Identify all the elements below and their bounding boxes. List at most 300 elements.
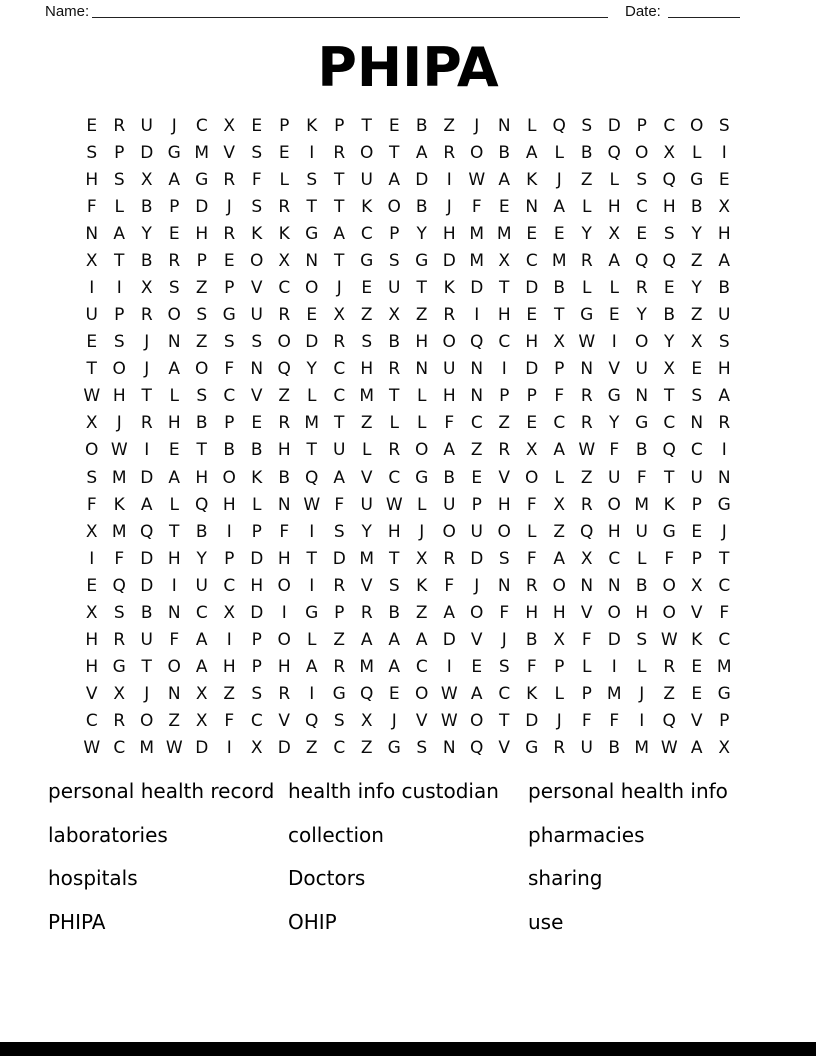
grid-cell: U (635, 521, 648, 542)
grid-cell: K (251, 223, 263, 244)
grid-cell: K (278, 223, 290, 244)
grid-cell: R (333, 332, 346, 353)
grid-cell: I (89, 548, 95, 569)
grid-cell: X (250, 738, 263, 759)
grid-cell: Q (580, 521, 594, 542)
grid-cell: L (389, 413, 399, 434)
grid-cell: S (113, 602, 125, 623)
grid-cell: R (140, 305, 153, 326)
grid-cell: J (639, 684, 645, 705)
grid-cell: D (140, 575, 154, 596)
grid-cell: B (525, 630, 538, 651)
grid-cell: R (635, 278, 648, 298)
grid-cell: J (226, 196, 232, 217)
grid-cell: R (580, 386, 593, 407)
grid-cell: D (277, 738, 291, 759)
grid-cell: T (389, 548, 400, 569)
grid-cell: T (169, 521, 180, 542)
grid-cell: W (440, 711, 458, 732)
grid-cell: R (278, 305, 291, 326)
grid-cell: N (635, 386, 649, 407)
grid-cell: E (278, 142, 290, 163)
grid-cell: I (116, 278, 122, 298)
grid-cell: U (690, 467, 703, 488)
grid-cell: J (556, 711, 562, 732)
grid-cell: E (471, 657, 483, 678)
grid-cell: L (169, 386, 179, 407)
grid-cell: Y (361, 521, 372, 542)
puzzle-title: PHIPA (317, 36, 499, 99)
grid-cell: L (582, 278, 592, 298)
grid-cell: V (360, 467, 373, 488)
grid-cell: H (442, 386, 456, 407)
grid-cell: E (498, 196, 510, 217)
grid-cell: I (446, 657, 452, 678)
grid-cell: S (691, 386, 703, 407)
grid-cell: I (446, 169, 452, 190)
grid-cell: W (83, 386, 101, 407)
grid-cell: X (278, 250, 291, 271)
grid-cell: H (85, 630, 99, 651)
grid-cell: A (718, 250, 731, 271)
grid-cell: K (113, 494, 125, 515)
grid-cell: M (634, 738, 650, 759)
grid-cell: M (111, 467, 127, 488)
grid-cell: S (223, 332, 235, 353)
grid-cell: C (498, 684, 511, 705)
grid-cell: G (112, 657, 126, 678)
grid-cell: Z (580, 169, 593, 190)
grid-cell: T (334, 413, 345, 434)
grid-cell: I (611, 657, 617, 678)
grid-cell: R (388, 359, 401, 380)
grid-cell: H (662, 196, 676, 217)
grid-cell: V (498, 738, 511, 759)
grid-cell: X (690, 332, 703, 353)
grid-cell: H (167, 413, 181, 434)
grid-cell: G (690, 169, 704, 190)
grid-cell: X (195, 684, 208, 705)
grid-cell: X (690, 575, 703, 596)
grid-cell: Y (664, 332, 675, 353)
word-list-item: laboratories (48, 822, 168, 847)
grid-cell: L (609, 278, 619, 298)
grid-cell: B (250, 440, 263, 461)
grid-cell: R (443, 305, 456, 326)
grid-cell: L (637, 657, 647, 678)
grid-cell: G (525, 738, 539, 759)
grid-cell: E (168, 440, 180, 461)
grid-cell: S (196, 305, 208, 326)
grid-cell: Z (333, 630, 346, 651)
grid-cell: C (113, 738, 126, 759)
grid-cell: P (196, 250, 207, 271)
grid-cell: S (196, 386, 208, 407)
grid-cell: Q (277, 359, 291, 380)
grid-cell: O (167, 305, 181, 326)
grid-cell: P (114, 142, 125, 163)
grid-cell: D (140, 142, 154, 163)
grid-cell: T (361, 115, 372, 136)
grid-cell: I (721, 440, 727, 461)
grid-cell: Q (607, 142, 621, 163)
grid-cell: P (526, 386, 537, 407)
grid-cell: M (716, 657, 732, 678)
grid-cell: P (636, 115, 647, 136)
grid-cell: A (443, 602, 456, 623)
grid-cell: W (468, 169, 486, 190)
grid-cell: M (469, 223, 485, 244)
grid-cell: A (553, 548, 566, 569)
grid-cell: C (195, 602, 208, 623)
grid-cell: G (580, 305, 594, 326)
grid-cell: P (691, 548, 702, 569)
grid-cell: S (581, 115, 593, 136)
grid-cell: D (442, 250, 456, 271)
grid-cell: O (470, 142, 484, 163)
grid-cell: L (609, 169, 619, 190)
grid-cell: D (140, 467, 154, 488)
grid-cell: F (526, 494, 537, 515)
grid-cell: T (499, 711, 510, 732)
grid-cell: F (664, 548, 675, 569)
grid-cell: F (251, 169, 262, 190)
grid-cell: F (499, 602, 510, 623)
grid-cell: D (250, 602, 264, 623)
grid-cell: W (303, 494, 321, 515)
grid-cell: H (415, 332, 429, 353)
grid-cell: P (251, 657, 262, 678)
grid-cell: Z (278, 386, 291, 407)
grid-cell: X (113, 684, 126, 705)
grid-cell: F (334, 494, 345, 515)
grid-cell: C (278, 278, 291, 298)
grid-cell: R (360, 602, 373, 623)
grid-cell: A (388, 630, 401, 651)
grid-cell: S (663, 223, 675, 244)
grid-cell: I (309, 142, 315, 163)
bottom-bar (0, 1042, 816, 1056)
grid-cell: B (388, 602, 401, 623)
grid-cell: C (470, 413, 483, 434)
grid-cell: J (171, 115, 177, 136)
grid-cell: B (415, 115, 428, 136)
grid-cell: C (663, 413, 676, 434)
grid-cell: V (85, 684, 98, 705)
grid-cell: C (663, 115, 676, 136)
grid-cell: R (223, 223, 236, 244)
grid-cell: A (360, 630, 373, 651)
grid-cell: F (114, 548, 125, 569)
grid-cell: C (553, 413, 566, 434)
grid-cell: K (416, 575, 428, 596)
grid-cell: B (388, 332, 401, 353)
grid-cell: Z (690, 250, 703, 271)
grid-cell: U (85, 305, 98, 326)
grid-cell: J (116, 413, 122, 434)
grid-cell: V (223, 142, 236, 163)
grid-cell: L (582, 657, 592, 678)
grid-cell: M (469, 250, 485, 271)
grid-cell: L (417, 494, 427, 515)
word-list-item: personal health record (48, 779, 275, 803)
grid-cell: Z (195, 278, 208, 298)
grid-cell: H (85, 657, 99, 678)
grid-cell: W (660, 738, 678, 759)
grid-cell: A (470, 684, 483, 705)
grid-cell: X (580, 548, 593, 569)
word-list-item: hospitals (48, 866, 138, 890)
grid-cell: X (718, 738, 731, 759)
grid-cell: E (223, 250, 235, 271)
grid-cell: P (334, 115, 345, 136)
grid-cell: H (717, 359, 731, 380)
grid-cell: O (442, 521, 456, 542)
grid-cell: E (691, 521, 703, 542)
grid-cell: S (718, 115, 730, 136)
grid-cell: E (361, 278, 373, 298)
grid-cell: O (442, 332, 456, 353)
grid-cell: Z (360, 305, 373, 326)
grid-cell: B (635, 440, 648, 461)
grid-cell: S (636, 169, 648, 190)
grid-cell: Y (306, 359, 317, 380)
grid-cell: M (194, 142, 210, 163)
grid-cell: Q (305, 711, 319, 732)
grid-cell: X (223, 115, 236, 136)
grid-cell: H (525, 602, 539, 623)
grid-cell: D (415, 169, 429, 190)
grid-cell: R (580, 494, 593, 515)
grid-cell: F (86, 196, 97, 217)
grid-cell: D (525, 359, 539, 380)
grid-cell: A (690, 738, 703, 759)
grid-cell: X (360, 711, 373, 732)
grid-cell: P (224, 278, 235, 298)
grid-cell: I (501, 359, 507, 380)
grid-cell: Y (691, 278, 702, 298)
word-list-item: collection (288, 822, 384, 847)
grid-cell: O (552, 575, 566, 596)
word-search-grid (78, 112, 738, 762)
grid-cell: X (718, 196, 731, 217)
grid-cell: P (719, 711, 730, 732)
grid-cell: I (226, 521, 232, 542)
grid-cell: X (663, 142, 676, 163)
grid-cell: Z (663, 684, 676, 705)
grid-cell: C (498, 332, 511, 353)
grid-cell: E (526, 223, 538, 244)
grid-cell: W (578, 440, 596, 461)
grid-cell: B (663, 305, 676, 326)
grid-cell: L (417, 413, 427, 434)
grid-cell: H (222, 657, 236, 678)
grid-cell: N (580, 359, 594, 380)
grid-cell: H (250, 575, 264, 596)
grid-cell: K (251, 467, 263, 488)
grid-cell: T (141, 657, 152, 678)
grid-cell: B (140, 602, 153, 623)
grid-cell: G (305, 223, 319, 244)
grid-cell: E (691, 657, 703, 678)
grid-cell: H (167, 548, 181, 569)
grid-cell: T (141, 386, 152, 407)
grid-cell: J (144, 359, 150, 380)
grid-cell: T (499, 278, 510, 298)
grid-cell: U (718, 305, 731, 326)
grid-cell: X (553, 630, 566, 651)
grid-cell: A (140, 494, 153, 515)
grid-cell: B (553, 278, 566, 298)
grid-cell: Z (168, 711, 181, 732)
grid-cell: C (635, 196, 648, 217)
grid-cell: T (334, 169, 345, 190)
grid-cell: D (195, 196, 209, 217)
grid-cell: D (250, 548, 264, 569)
grid-cell: Q (195, 494, 209, 515)
grid-cell: O (360, 142, 374, 163)
grid-cell: G (415, 250, 429, 271)
grid-cell: I (639, 711, 645, 732)
grid-cell: I (309, 684, 315, 705)
grid-cell: U (195, 575, 208, 596)
grid-cell: D (195, 738, 209, 759)
grid-cell: G (607, 386, 621, 407)
grid-cell: E (86, 332, 98, 353)
grid-cell: F (609, 711, 620, 732)
grid-cell: H (360, 359, 374, 380)
grid-cell: J (391, 711, 397, 732)
grid-cell: F (719, 602, 730, 623)
grid-cell: M (359, 386, 375, 407)
grid-cell: P (224, 413, 235, 434)
grid-cell: F (279, 521, 290, 542)
grid-cell: U (250, 305, 263, 326)
grid-cell: E (251, 115, 263, 136)
grid-cell: N (607, 575, 621, 596)
grid-cell: N (167, 332, 181, 353)
grid-cell: L (527, 521, 537, 542)
grid-cell: O (195, 359, 209, 380)
grid-cell: R (443, 142, 456, 163)
grid-cell: A (168, 169, 181, 190)
grid-cell: S (306, 169, 318, 190)
grid-cell: X (553, 494, 566, 515)
grid-cell: A (333, 223, 346, 244)
grid-cell: P (499, 386, 510, 407)
grid-cell: N (717, 467, 731, 488)
grid-cell: L (527, 115, 537, 136)
grid-cell: R (443, 548, 456, 569)
grid-cell: O (525, 467, 539, 488)
grid-cell: X (525, 440, 538, 461)
grid-cell: X (498, 250, 511, 271)
grid-cell: G (717, 494, 731, 515)
grid-cell: P (554, 657, 565, 678)
grid-cell: A (168, 359, 181, 380)
grid-cell: Y (581, 223, 592, 244)
grid-cell: X (388, 305, 401, 326)
grid-cell: F (636, 467, 647, 488)
grid-cell: Y (141, 223, 152, 244)
grid-cell: N (525, 196, 539, 217)
grid-cell: G (195, 169, 209, 190)
grid-cell: Q (305, 467, 319, 488)
grid-cell: G (415, 467, 429, 488)
grid-cell: K (526, 169, 538, 190)
grid-cell: U (360, 169, 373, 190)
grid-cell: M (359, 657, 375, 678)
grid-cell: O (470, 711, 484, 732)
grid-cell: Q (140, 521, 154, 542)
grid-cell: K (361, 196, 373, 217)
grid-cell: T (306, 196, 317, 217)
grid-cell: C (690, 440, 703, 461)
grid-cell: A (168, 467, 181, 488)
grid-cell: S (388, 575, 400, 596)
grid-cell: L (692, 142, 702, 163)
grid-cell: S (498, 657, 510, 678)
grid-cell: E (553, 223, 565, 244)
grid-cell: L (554, 467, 564, 488)
grid-cell: T (86, 359, 97, 380)
grid-cell: S (113, 332, 125, 353)
grid-cell: C (250, 711, 263, 732)
grid-cell: E (691, 684, 703, 705)
grid-cell: Z (360, 738, 373, 759)
grid-cell: C (415, 657, 428, 678)
grid-cell: Z (470, 440, 483, 461)
grid-cell: U (470, 521, 483, 542)
grid-cell: H (277, 657, 291, 678)
grid-cell: Q (662, 250, 676, 271)
grid-cell: C (525, 250, 538, 271)
grid-cell: O (470, 602, 484, 623)
grid-cell: E (526, 305, 538, 326)
grid-cell: C (195, 115, 208, 136)
grid-cell: X (608, 223, 621, 244)
grid-cell: S (361, 332, 373, 353)
grid-cell: R (498, 440, 511, 461)
grid-cell: P (471, 494, 482, 515)
grid-cell: D (470, 278, 484, 298)
grid-cell: R (663, 657, 676, 678)
grid-cell: R (278, 196, 291, 217)
grid-cell: H (497, 305, 511, 326)
grid-cell: K (526, 684, 538, 705)
grid-cell: C (85, 711, 98, 732)
grid-cell: J (501, 630, 507, 651)
grid-cell: Y (196, 548, 207, 569)
grid-cell: P (114, 305, 125, 326)
grid-cell: E (86, 115, 98, 136)
grid-cell: A (388, 657, 401, 678)
grid-cell: W (578, 332, 596, 353)
grid-cell: E (388, 684, 400, 705)
grid-cell: V (498, 467, 511, 488)
grid-cell: M (139, 738, 155, 759)
grid-cell: U (635, 359, 648, 380)
grid-cell: M (111, 521, 127, 542)
grid-cell: T (114, 250, 125, 271)
grid-cell: A (388, 169, 401, 190)
grid-cell: H (717, 223, 731, 244)
grid-cell: W (440, 684, 458, 705)
grid-cell: L (362, 440, 372, 461)
grid-cell: T (664, 386, 675, 407)
grid-cell: T (306, 548, 317, 569)
grid-cell: J (556, 169, 562, 190)
